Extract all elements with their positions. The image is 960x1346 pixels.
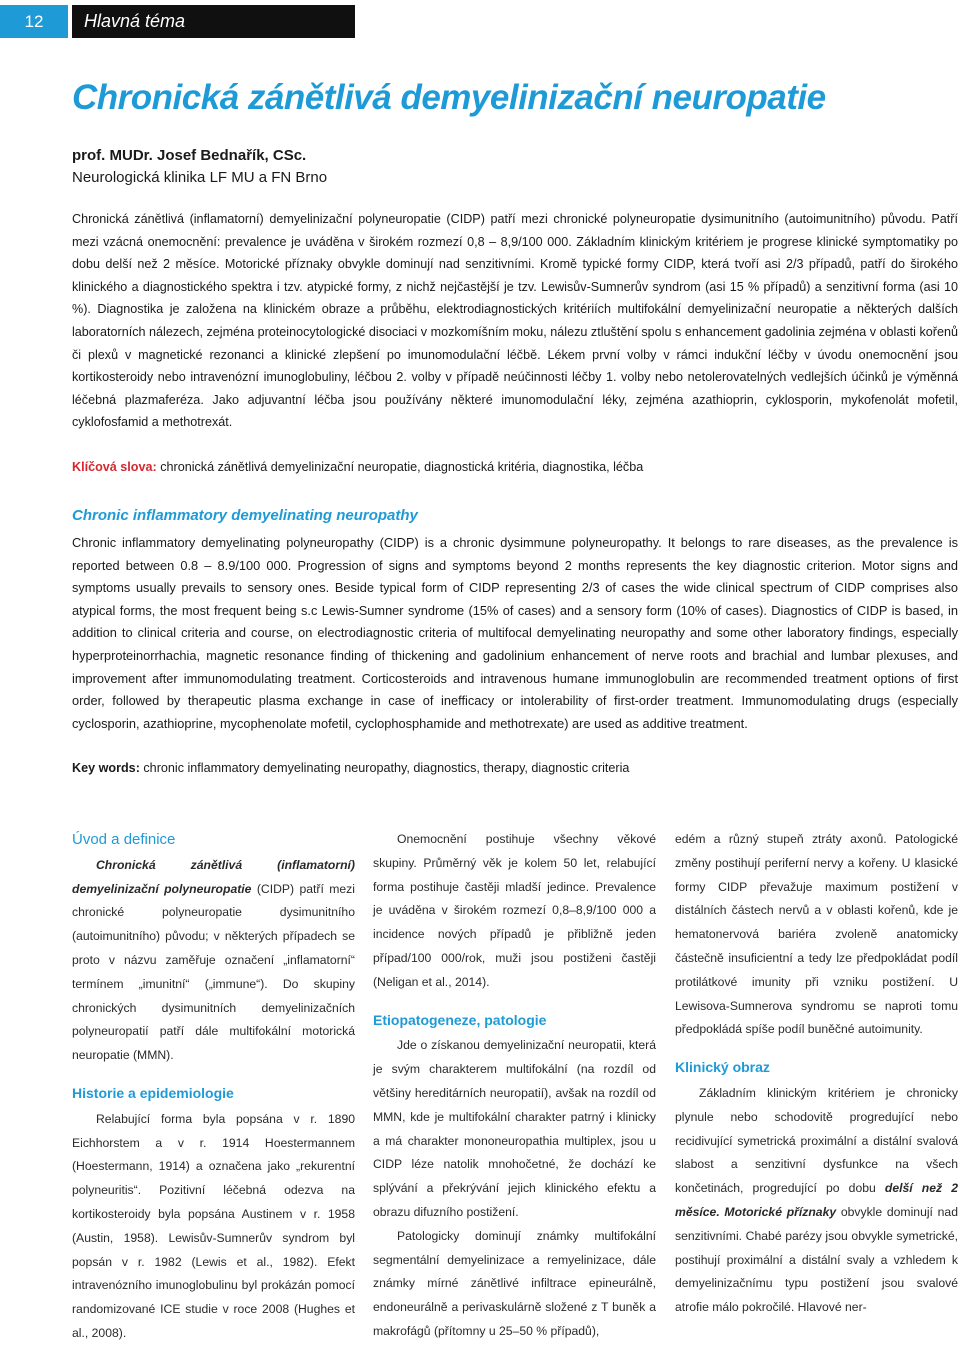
intro-paragraph	[72, 854, 355, 1068]
clinical-text-a: Základním klinickým kritériem je chronicky plynule nebo schodovitě progredující nebo recidivující symetrická proximální a distální svalová slabost a senzitivní dysfunkce na všech končetinách, progredující po dobu	[675, 1085, 958, 1196]
clinical-paragraph	[675, 1082, 958, 1320]
clinical-emphasis: delší než 2 měsíce. Motorické příznaky	[675, 1181, 958, 1219]
intro-text: (CIDP) patří mezi chronické polyneuropatie dysimunitního (autoimunitního) původu; v některých případech se proto v názvu zaměřuje označení „inflamatorní“ termínem „imunitní“ („immune“). Do skupiny chronických dysimunitních demyelinizačních polyneuropatií patří dále multifokální motorická neuropatie (MMN).	[72, 881, 355, 1063]
pathology-paragraph: Patologicky dominují známky multifokální segmentální demyelinizace a remyelinizace, dále známky mírné zánětlivé infiltrace epineurálně, endoneurálně a perivaskulárně složené z T buněk a makrofágů (přítomny u 25–50 % případů),	[373, 1228, 656, 1338]
column-1	[72, 828, 355, 1346]
article-affiliation: Neurologická klinika LF MU a FN Brno	[72, 169, 328, 186]
keywords-czech-label: Klíčová slova:	[72, 460, 157, 474]
etiopathogenesis-paragraph: Jde o získanou demyelinizační neuropatii, která je svým charakterem multifokální (na rozdíl od většiny hereditárních neuropatií), avšak na rozdíl od MMN, kde je multifokální charakter patrný i klinicky a má charakter mononeuropathia multiplex, jsou u CIDP léze natolik mnohočetné, že dochází ke splývání a překrývání jejich klinického efektu a obrazu difuzního postižení.	[373, 1038, 656, 1219]
heading-history: Historie a epidemiologie	[72, 1084, 234, 1101]
keywords-czech	[72, 460, 958, 474]
page-header	[0, 5, 355, 38]
abstract-czech: Chronická zánětlivá (inflamatorní) demyelinizační polyneuropatie (CIDP) patří mezi chronické polyneuropatie dysimunitního (autoimunitního) původu. Patří mezi vzácná onemocnění: prevalence je uváděna v širokém rozmezí 0,8 – 8,9/100 000. Základním klinickým kritériem je progrese klinické symptomatiky po dobu delší než 2 měsíce. Motorické příznaky obvykle dominují nad senzitivními. Kromě typické formy CIDP, která tvoří asi 2/3 případů, patří do širokého klinického a diagnostického spektra i tzv. atypické formy, z nichž nejčastější je tzv. Lewisův-Sumnerův syndrom (asi 15 % případů) a senzitivní forma (asi 10 %). Diagnostika je založena na klinickém obraze a průběhu, elektrodiagnostických kritériích multifokální demyelinizační neuropatie a některých dalších laboratorních nálezech, zejména proteinocytologické disociaci v mozkomíšním moku, nálezu ztluštění spolu s enhancement gadolinia zejména v oblasti kořenů či plexů v magnetické rezonanci a klinické zlepšení po imunomodulační léčbě. Lékem první volby v rámci indukční léčby v úvodu onemocnění jsou kortikosteroidy nebo intravenózní imunoglobuliny, léčbou 2. volby v případě neúčinnosti léčby 1. volby nebo netolerovatelných vedlejších účinků je výměnná léčebná plazmaferéza. Jako adjuvantní léčba jsou používány některé imunomodulační léky, zejména azathioprin, cyklosporin, mykofenolát mofetil, cyklofosfamid a methotrexát.	[72, 212, 958, 430]
article-author: prof. MUDr. Josef Bednařík, CSc.	[72, 147, 307, 164]
epidemiology-paragraph: Onemocnění postihuje všechny věkové skupiny. Průměrný věk je kolem 50 let, relabující forma postihuje častěji mladší jedince. Prevalence je uváděna v širokém rozmezí 0,8–8,9/100 000 a incidence nových případů je přibližně jeden případ/100 000/rok, muži jsou postiženi častěji (Neligan et al., 2014).	[373, 832, 656, 989]
column-3	[675, 828, 958, 1320]
keywords-english-text: chronic inflammatory demyelinating neuropathy, diagnostics, therapy, diagnostic criteria	[139, 761, 630, 775]
keywords-english-label: Key words:	[72, 761, 140, 775]
section-name: Hlavná téma	[72, 5, 355, 38]
column-2	[373, 828, 656, 1344]
clinical-text-b: obvykle dominují nad senzitivními. Chabé parézy jsou obvykle symetrické, postihují proximální a distální svaly a vzhledem k demyelinizačnímu typu postižení jsou svalové atrofie málo pokročilé. Hlavové ner-	[675, 1204, 958, 1315]
heading-etiopathogenesis: Etiopatogeneze, patologie	[373, 1011, 547, 1028]
page-number: 12	[0, 5, 68, 38]
heading-clinical-picture: Klinický obraz	[675, 1059, 770, 1076]
heading-intro: Úvod a definice	[72, 831, 176, 848]
abstract-english: Chronic inflammatory demyelinating polyneuropathy (CIDP) is a chronic dysimmune polyneuropathy. It belongs to rare diseases, as the prevalence is reported between 0.8 – 8.9/100 000. Progression of signs and symptoms beyond 2 months represents the key diagnostic criterion. Motor signs and symptoms usually prevails to sensory ones. Beside typical form of CIDP representing 2/3 of cases the wide clinical spectrum of CIDP comprises also atypical forms, the most frequent being s.c Lewis-Sumner syndrome (15% of cases) and a sensory form (10% of cases). Diagnostics of CIDP is based, in addition to clinical criteria and course, on electrodiagnostic criteria of multifocal demyelinating neuropathy and some other laboratory findings, especially hyperproteinorrhachia, magnetic resonance finding of thickening and gadolinium enhancement of nerve roots and brachial and lumbar plexuses, and improvement after immunomodulating treatment. Corticosteroids and intravenous humane immunoglobulin are recommended treatment options of first order, followed by therapeutic plasma exchange in case of inefficacy or intolerability of first-order treatment. Immunomodulating drugs (especially cyclosporin, azathioprine, mycophenolate mofetil, cyclophosphamide and methotrexate) are used as additive treatment.	[72, 535, 958, 731]
keywords-czech-text: chronická zánětlivá demyelinizační neuropatie, diagnostická kritéria, diagnostika, léčba	[156, 460, 644, 474]
article-title: Chronická zánětlivá demyelinizační neuropatie	[72, 78, 826, 117]
english-abstract-title: Chronic inflammatory demyelinating neuropathy	[72, 507, 418, 524]
history-paragraph: Relabující forma byla popsána v r. 1890 Eichhorstem a v r. 1914 Hoestermannem (Hoestermann, 1914) a označena jako „rekurentní polyneuritis“. Pozitivní léčebná odezva na kortikosteroidy byla popsána Austinem v r. 1958 (Austin, 1958). Lewisův-Sumnerův syndrom byl popsán v r. 1982 (Lewis et al., 1982). Efekt intravenózního imunoglobulinu byl prokázán pomocí randomizované ICE studie v roce 2008 (Hughes et al., 2008).	[72, 1111, 355, 1340]
intro-emphasis: Chronická zánětlivá (inflamatorní) demyelinizační polyneuropatie	[72, 857, 355, 896]
keywords-english	[72, 761, 958, 775]
pathology-continued-paragraph: edém a různý stupeň ztráty axonů. Patologické změny postihují periferní nervy a kořeny. U klasické formy CIDP převažuje maximum postižení v distálních částech nervů a v oblasti kořenů, kde je hematonervová bariéra zvoleně anatomicky částečně insuficientní a tedy lze předpokládat podíl protilátkové imunity při vzniku postižení. U Lewisova-Sumnerova syndromu se naproti tomu předpokládá spíše podíl buněčné autoimunity.	[675, 832, 958, 1037]
